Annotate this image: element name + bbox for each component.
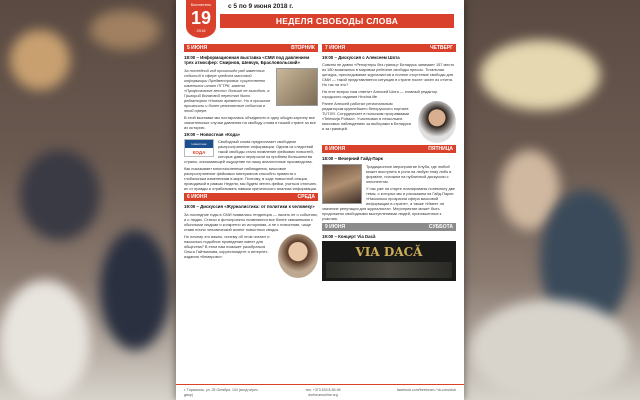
event-description: Совсем не давно «Репортеры без границ» Беларусь занимает 157 место из 180 возможных в мировом рейтинге свободы прессы. Тотальная цензура, преследование журналистов и полное отсутствие свободы для СМИ — такой представляется ситуация в стране после чисел из отчета. Но так ли это? xyxy=(322,62,455,88)
event-title: 19:00 – Концерт Via Dacă xyxy=(322,233,376,239)
bg-blob xyxy=(20,150,100,240)
event-description: Но почему это важно, почему об этом читают и насколько подобное проведение имеет для общества? В этом нам поможет разобраться Ольга Гайтманова, корреспондент и интернет-издания «Кемерово». xyxy=(184,233,270,259)
event-description: Как показывает многочисленные наблюдения, массовое распространение фейковых материалов способно привести к глобальным изменениям в мире. Поэтому, в ходе новостной секции, проводимой в рамках Недели, мы будем четить фейки, учиться отличать их от правды и отрабатывать навыки критического анализа информации. xyxy=(184,166,318,192)
event-description: За последние годы в СМИ появилась тенденция — писать не о событиях, а о людях. Статьи и фотопроекты появляются все более связанными с обычными людьми и конкретно их историями, а не с новостями, чаще ставя лично человеческий аспект новостных сводок. xyxy=(184,211,318,232)
event-title: 19:00 – Дискуссия с Алексеем Шота xyxy=(322,55,400,60)
day-weekday: СРЕДА xyxy=(297,194,315,201)
logo-top-text: Новостная xyxy=(185,140,213,148)
right-column xyxy=(322,44,456,281)
day-bar-june-9 xyxy=(322,223,456,231)
day-weekday: СУББОТА xyxy=(428,223,453,230)
issue-number: 19 xyxy=(190,8,212,28)
band-name: VIA DACĂ xyxy=(355,245,423,260)
event-description: В этой выставке мы постарались объединить в одну общую картину все значительные случаи давления на свободу слова в нашей стране за все их историю. xyxy=(184,114,316,130)
newsletter-title: НЕДЕЛЯ СВОБОДЫ СЛОВА xyxy=(220,14,454,28)
day-date: 6 ИЮНЯ xyxy=(187,194,208,201)
bg-blob xyxy=(10,30,70,90)
event-title: 19:00 – Дискуссия «Журналистика: от политики к человеку» xyxy=(184,204,315,210)
bg-blob xyxy=(480,40,600,110)
event-title: 18:00 – Информационная выставка «СМИ под давлением трех атмосфер: Смирнов, Шевчук, Брасловольский» xyxy=(184,55,310,66)
newsletter-page xyxy=(176,0,464,400)
day-bar-june-7 xyxy=(322,44,456,52)
exhibition-photo xyxy=(276,68,318,106)
event-description: На этот вопрос нам ответит Алексей Шота — главный редактор городского издания Hrodna.life. xyxy=(322,89,438,100)
event-title: 19:00 – Новостная «Кода» xyxy=(184,131,241,137)
event-description: За последний год произошёл ряд заметных событий в сфере средств массовой информации Предместровья: существенно изменился штат ПГТРК, газета «Профсоюзные вести» больше не выходит, а Григорий Волжовой перестал быть редактором «Нового времени». Но в прошлом произошли и более резонансные события в этой сфере. xyxy=(184,67,270,113)
bg-blob xyxy=(100,230,170,350)
speaker-portrait xyxy=(278,234,318,278)
day-date: 7 ИЮНЯ xyxy=(325,45,346,51)
footer-contacts xyxy=(288,388,358,397)
footer-address: г. Тирасполь, ул. 25 Октября, 104 (вход через двор) xyxy=(184,388,258,397)
newsletter-header xyxy=(176,0,464,38)
badge-label: Бюллетень xyxy=(190,2,212,7)
bg-blob xyxy=(470,300,630,400)
badge-year: 2018 xyxy=(196,28,206,33)
event-description: Ранее Алексей работал региональным редактором крупнейшего белорусского портала TUT.BY. Сотрудничает в польским программами «Telewizja Polska». Участвовал в нескольких массовых наблюдениях за выборами в Беларуси и за границей. xyxy=(322,101,412,132)
day-weekday: ВТОРНИК xyxy=(291,45,315,51)
day-bar-june-5 xyxy=(184,44,318,52)
day-bar-june-6 xyxy=(184,193,318,201)
left-column xyxy=(184,44,318,280)
bg-blob xyxy=(0,280,90,400)
band-photo xyxy=(322,241,456,281)
bg-blob xyxy=(90,10,160,50)
footer-site: dorforumonline.org xyxy=(308,392,338,397)
day-date: 5 ИЮНЯ xyxy=(187,45,208,51)
event-description: Традиционное мероприятие Клуба, где любой может выступить в роли на любую тему либо в формате, похожем на публичный дискуссии с оппонентом. xyxy=(366,163,452,184)
day-date: 8 ИЮНЯ xyxy=(325,146,346,153)
day-weekday: ЧЕТВЕРГ xyxy=(429,45,453,51)
logo-bottom-text: КОДА xyxy=(192,150,206,156)
newsletter-footer xyxy=(176,384,464,400)
footer-social: facebook.com/freeforum / vk.com/club xyxy=(396,388,456,392)
band-stage xyxy=(326,262,452,278)
event-title: 18:00 – Вечерний Гайд-Парк xyxy=(322,156,383,162)
issue-badge xyxy=(186,0,216,38)
day-weekday: ПЯТНИЦА xyxy=(428,146,453,153)
footer-phone: тел. +373 533 8-59-96 xyxy=(305,388,341,392)
speaker-portrait xyxy=(418,101,456,143)
kod-logo xyxy=(184,139,214,157)
event-description: У нас уже на старте планированы понемногу две темы, о которых мы и расскажем на Гайд-Парке: «Насколько прозрачна сфера массовой информации в стране», а также «Имеет ли значение репутация для журналиста». Мероприятие может быть продолжено свободными выступлениями людей, приглашенных к участию. xyxy=(322,185,455,221)
date-range: с 5 по 9 июня 2018 г. xyxy=(228,3,294,10)
day-date: 9 ИЮНЯ xyxy=(325,223,346,230)
hyde-park-photo xyxy=(322,164,362,204)
event-description: Свободный слова предполагает свободное распространение информации. Одним из следствий такой свободы стало появление фейкових новостей, которые давно переросли из проблем большинства страны, описывающей ощущение на нашу аналогичные производства. xyxy=(184,139,314,165)
day-bar-june-8 xyxy=(322,145,456,153)
